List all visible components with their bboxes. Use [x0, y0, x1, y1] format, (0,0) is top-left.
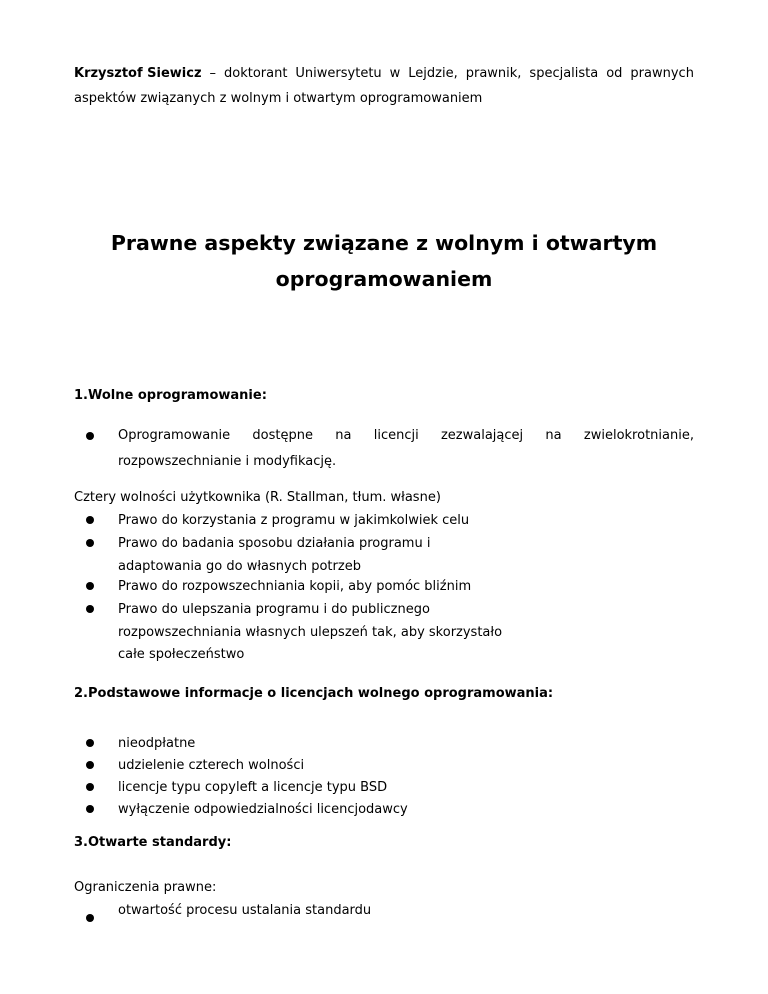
- author-name: Krzysztof Siewicz: [74, 66, 202, 81]
- author-intro-line: [74, 62, 694, 86]
- license-item: udzielenie czterech wolności: [118, 758, 305, 773]
- freedom-item: Prawo do ulepszania programu i do publicznego: [118, 602, 430, 617]
- bullet-icon: [86, 516, 94, 524]
- definition-word: na: [335, 428, 352, 443]
- definition-line-1: [118, 424, 694, 448]
- author-word: specjalista: [529, 66, 599, 81]
- author-description: aspektów związanych z wolnym i otwartym oprogramowaniem: [74, 91, 483, 106]
- license-item: licencje typu copyleft a licencje typu BSD: [118, 780, 388, 795]
- freedoms-intro: Cztery wolności użytkownika (R. Stallman, tłum. własne): [74, 490, 441, 505]
- freedom-item-continued: adaptowania go do własnych potrzeb: [118, 559, 361, 574]
- author-word: Uniwersytetu: [295, 66, 382, 81]
- author-word: prawnik,: [465, 66, 522, 81]
- definition-word: na: [545, 428, 562, 443]
- license-item: wyłączenie odpowiedzialności licencjodawcy: [118, 802, 408, 817]
- bullet-icon: [86, 432, 94, 440]
- bullet-icon: [86, 914, 94, 922]
- document-title-line-1: Prawne aspekty związane z wolnym i otwartym: [110, 231, 658, 255]
- document-title-line-2: oprogramowaniem: [275, 267, 493, 291]
- freedom-item: Prawo do badania sposobu działania programu i: [118, 536, 431, 551]
- definition-line-2: rozpowszechnianie i modyfikację.: [118, 454, 337, 469]
- bullet-icon: [86, 783, 94, 791]
- section-2-heading: 2.Podstawowe informacje o licencjach wolnego oprogramowania:: [74, 686, 554, 701]
- freedom-item-continued: całe społeczeństwo: [118, 647, 245, 662]
- license-item: nieodpłatne: [118, 736, 196, 751]
- freedom-item-continued: rozpowszechniania własnych ulepszeń tak, aby skorzystało: [118, 625, 503, 640]
- bullet-icon: [86, 805, 94, 813]
- definition-word: dostępne: [252, 428, 313, 443]
- author-word: doktorant: [224, 66, 288, 81]
- bullet-icon: [86, 739, 94, 747]
- freedom-item: Prawo do korzystania z programu w jakimkolwiek celu: [118, 513, 470, 528]
- section-3-heading: 3.Otwarte standardy:: [74, 835, 232, 850]
- section-1-heading: 1.Wolne oprogramowanie:: [74, 388, 267, 403]
- definition-word: licencji: [373, 428, 419, 443]
- definition-word: zwielokrotnianie,: [583, 428, 694, 443]
- freedom-item: Prawo do rozpowszechniania kopii, aby pomóc bliźnim: [118, 579, 472, 594]
- bullet-icon: [86, 605, 94, 613]
- author-word: –: [209, 66, 217, 81]
- standards-item: otwartość procesu ustalania standardu: [118, 903, 372, 918]
- author-word: w: [389, 66, 401, 81]
- bullet-icon: [86, 761, 94, 769]
- bullet-icon: [86, 582, 94, 590]
- bullet-icon: [86, 539, 94, 547]
- definition-word: Oprogramowanie: [118, 428, 231, 443]
- legal-limits-intro: Ograniczenia prawne:: [74, 880, 217, 895]
- author-word: prawnych: [630, 66, 694, 81]
- author-word: Lejdzie,: [408, 66, 458, 81]
- definition-word: zezwalającej: [440, 428, 524, 443]
- author-word: od: [606, 66, 623, 81]
